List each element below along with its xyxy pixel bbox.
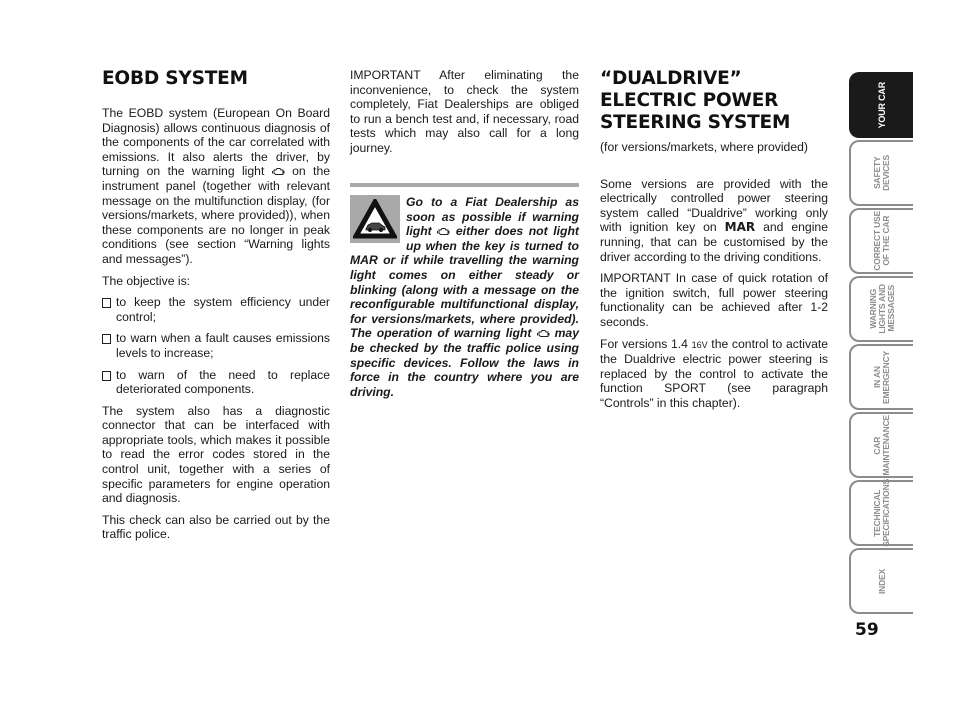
tab-label: YOUR CAR	[876, 81, 887, 129]
tab-label: CORRECT USE OF THE CAR	[872, 211, 891, 271]
list-item-text: to warn when a fault causes emissions levels to increase;	[116, 331, 330, 360]
tab-label: INDEX	[876, 568, 887, 594]
tab-technical-specs[interactable]	[849, 480, 913, 546]
page-number: 59	[855, 620, 879, 640]
warning-box	[350, 183, 579, 399]
chapter-tabs	[849, 72, 913, 616]
section-title-dualdrive: “DUALDRIVE” ELECTRIC POWER STEERING SYSTEM	[600, 68, 791, 133]
tab-your-car[interactable]	[849, 72, 913, 138]
checkbox-bullet-icon	[102, 371, 111, 381]
list-item	[102, 295, 330, 324]
key-position-mar: MAR	[724, 220, 756, 235]
eobd-intro-paragraph	[102, 106, 330, 267]
engine-version: 16V	[691, 339, 708, 350]
tab-correct-use[interactable]	[849, 208, 913, 274]
list-item-text: to keep the system efficiency under control;	[116, 295, 330, 324]
eobd-section	[102, 68, 330, 549]
list-item-text: to warn of the need to replace deteriorated components.	[116, 367, 330, 397]
warning-divider	[350, 183, 579, 187]
important-rotation-paragraph: IMPORTANT In case of quick rotation of the ignition switch, full power steering functionality can be achieved after 1-2 seconds.	[600, 271, 828, 329]
tab-label: WARNING LIGHTS AND MESSAGES	[867, 284, 896, 334]
text: For versions 1.4	[600, 336, 692, 351]
text: the control to activate the Dualdrive electric power steering is replaced by the control to activate the function SPORT (see paragraph “Controls” in this chapter).	[600, 336, 829, 410]
text: and engine running, that can be customised by the driver according to the driving conditions.	[600, 220, 828, 264]
text: on the instrument panel (together with relevant message on the multifunction display, (for versions/markets, where provided)), when these components are no longer in peak conditions (see section “Warning lights and messages”).	[102, 164, 331, 266]
text: Go to a Fiat Dealership as soon as possible if warning light	[406, 195, 579, 239]
tab-label: CAR MAINTENANCE	[872, 414, 891, 476]
important-paragraph: IMPORTANT After eliminating the inconvenience, to check the system completely, Fiat Dealerships are obliged to run a bench test and, if necessary, road tests which may also call for a long journey.	[350, 68, 579, 155]
warning-triangle-car-icon	[350, 195, 400, 243]
checkbox-bullet-icon	[102, 298, 111, 308]
diagnostic-paragraph: The system also has a diagnostic connector that can be interfaced with appropriate tools, which makes it possible to read the error codes stored in the control unit, together with a series of specific parameters for engine operation and diagnosis.	[102, 403, 330, 506]
section-subtitle: (for versions/markets, where provided)	[600, 140, 808, 154]
versions-paragraph	[600, 337, 828, 411]
tab-emergency[interactable]	[849, 344, 913, 410]
text: Some versions are provided with the electrically controlled power steering system called “Dualdrive” working only with ignition key on	[600, 176, 828, 235]
tab-maintenance[interactable]	[849, 412, 913, 478]
objective-label: The objective is:	[102, 273, 191, 288]
police-check-paragraph: This check can also be carried out by the traffic police.	[102, 512, 330, 542]
engine-warning-light-icon	[272, 167, 285, 176]
list-item	[102, 331, 330, 360]
important-section	[350, 68, 579, 163]
tab-label: IN AN EMERGENCY	[872, 350, 891, 404]
dualdrive-section	[600, 68, 828, 418]
section-title-eobd: EOBD SYSTEM	[102, 68, 248, 89]
text: The EOBD system (European On Board Diagnosis) allows continuous diagnosis of the components of the car correlated with emissions. It also alerts the driver, by turning on the warning light	[102, 106, 330, 179]
tab-safety-devices[interactable]	[849, 140, 913, 206]
tab-label: SAFETY DEVICES	[872, 155, 891, 191]
engine-warning-light-icon	[537, 329, 550, 338]
tab-warning-lights[interactable]	[849, 276, 913, 342]
tab-label: TECHNICAL SPECIFICATIONS	[872, 479, 891, 547]
engine-warning-light-icon	[437, 227, 450, 236]
checkbox-bullet-icon	[102, 334, 111, 344]
dualdrive-intro-paragraph	[600, 177, 828, 265]
text: either does not light up when the key is turned to MAR or if while travelling the warning light comes on either steady or blinking (along with a message on the reconfigurable multifunctional display, for versions/markets, where provided). The operation of warning light	[350, 224, 579, 341]
objective-list	[102, 295, 330, 397]
list-item	[102, 368, 330, 397]
text: may be checked by the traffic police using specific devices. Follow the laws in force in the country where you are driving.	[350, 326, 579, 399]
tab-index[interactable]	[849, 548, 913, 614]
